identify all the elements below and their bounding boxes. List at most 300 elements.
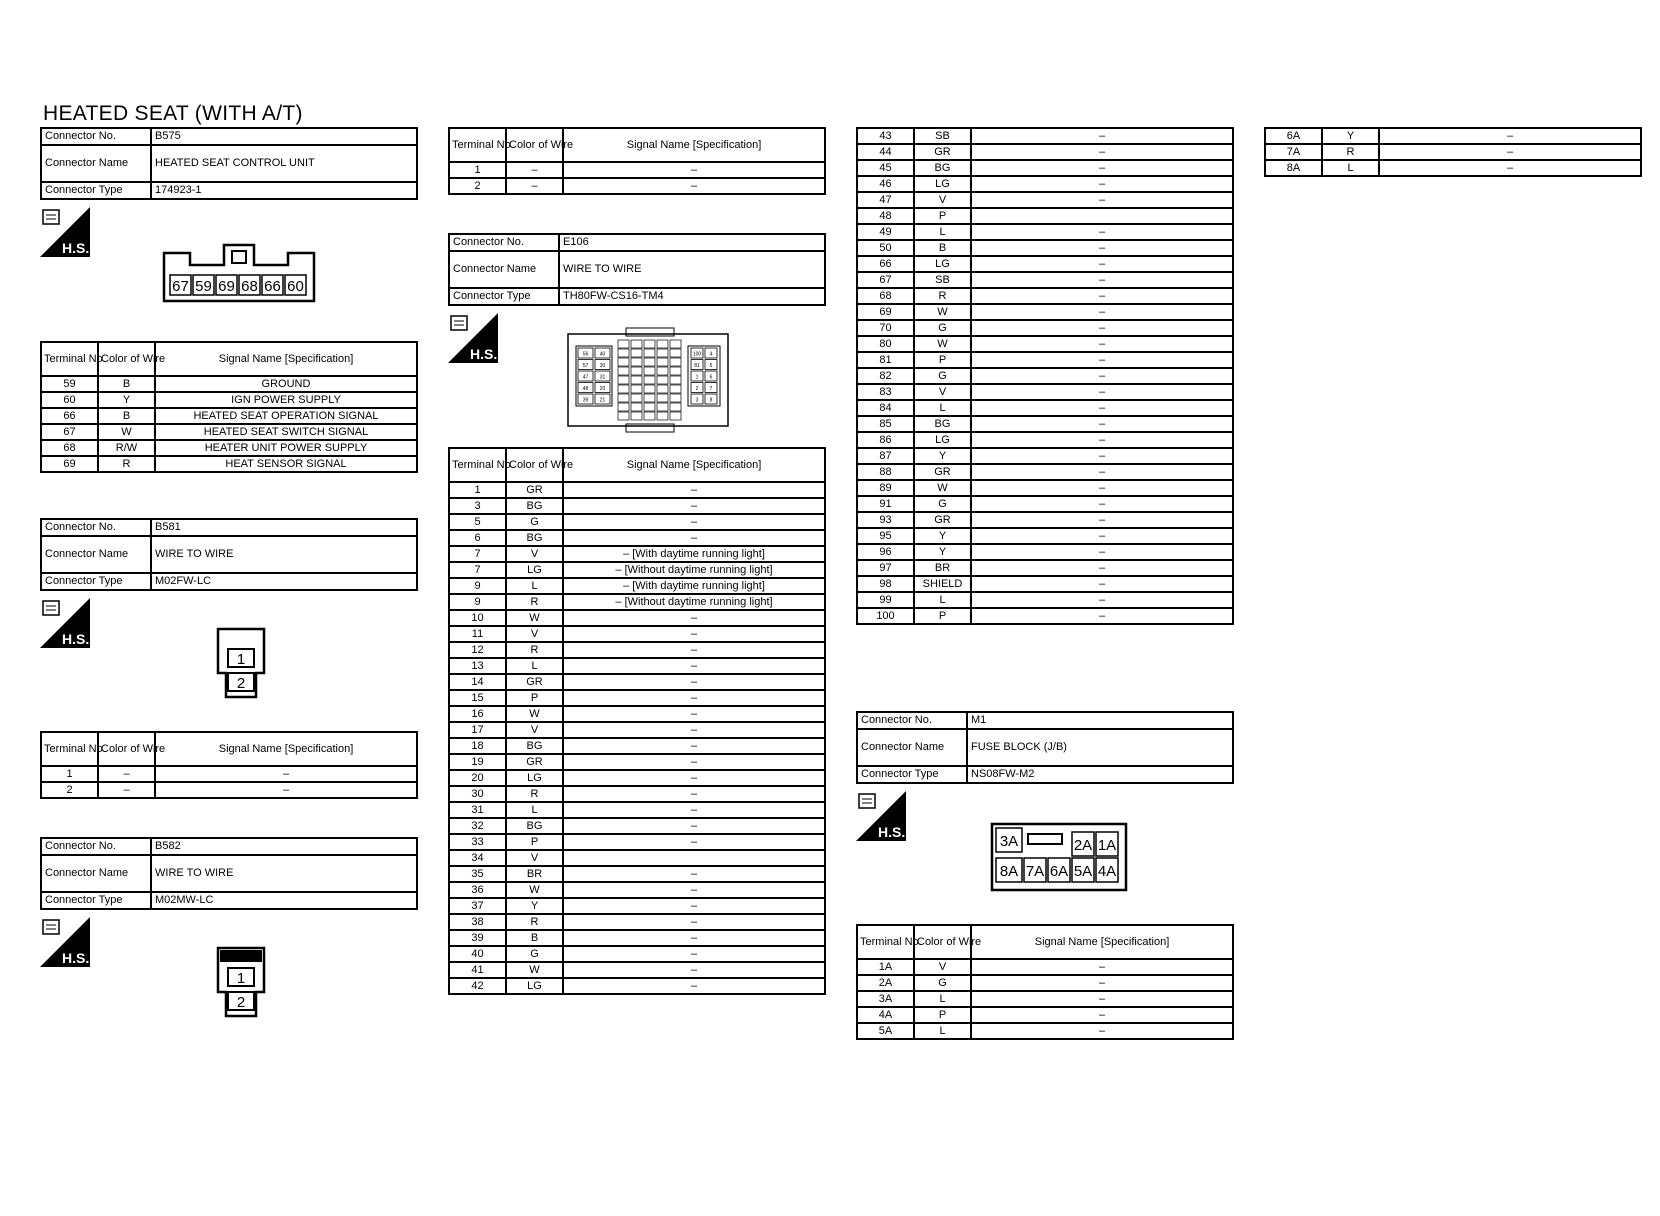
terminal-cell: 3 [449,498,506,514]
terminal-cell: 17 [449,722,506,738]
connector-b582-icon [216,946,266,1018]
wire-color-cell: L [914,592,971,608]
wire-color-cell: V [506,626,563,642]
pin-cell [631,385,642,393]
table-row [449,946,825,962]
wire-color-cell: GR [506,674,563,690]
terminal-cell: 80 [857,336,914,352]
table-row [449,882,825,898]
signal-cell: HEATED SEAT SWITCH SIGNAL [155,424,417,440]
signal-cell: – [563,754,825,770]
terminal-cell: 7A [1265,144,1322,160]
table-row [857,272,1233,288]
label-connector-no: Connector No. [41,519,151,536]
table-row [857,528,1233,544]
terminal-cell: 89 [857,480,914,496]
table-row [449,626,825,642]
signal-cell: – [155,782,417,798]
pin-cell [618,367,629,375]
header-color-of-wire: Color of Wire [506,448,563,482]
signal-cell: – [563,802,825,818]
pin-cell [618,403,629,411]
pin-cell [670,412,681,420]
terminal-cell: 99 [857,592,914,608]
terminal-cell: 59 [41,376,98,392]
pin-label: 31 [599,374,606,381]
pin-label: 68 [241,278,258,295]
signal-cell: – [971,272,1233,288]
table-row [857,975,1233,991]
signal-cell: – [563,738,825,754]
header-signal-name: Signal Name [Specification] [563,448,825,482]
hs-badge-text: H.S. [878,824,906,840]
signal-cell: – [971,128,1233,144]
terminal-cell: 66 [857,256,914,272]
wire-color-cell: R [914,288,971,304]
wire-color-cell: P [914,1007,971,1023]
wire-color-cell: GR [914,464,971,480]
wire-color-cell: L [914,224,971,240]
terminal-cell: 9 [449,578,506,594]
signal-cell: – [971,1007,1233,1023]
terminal-cell: 19 [449,754,506,770]
label-connector-name: Connector Name [41,536,151,573]
terminal-cell: 50 [857,240,914,256]
wire-color-cell: W [506,882,563,898]
terminal-cell: 12 [449,642,506,658]
signal-cell: – [971,144,1233,160]
terminal-cell: 3A [857,991,914,1007]
table-row [857,544,1233,560]
wire-color-cell: W [506,962,563,978]
terminal-cell: 5 [449,514,506,530]
terminal-cell: 96 [857,544,914,560]
wire-color-cell: G [914,320,971,336]
wire-color-cell: LG [506,978,563,994]
label-connector-type: Connector Type [41,573,151,590]
table-row [41,376,417,392]
connector-no-value: E106 [559,234,825,251]
connector-info-m1 [856,711,1234,784]
pin-cell [670,358,681,366]
pin-cell [631,403,642,411]
wire-color-cell: R [1322,144,1379,160]
terminal-cell: 93 [857,512,914,528]
signal-cell: – [971,224,1233,240]
label-connector-type: Connector Type [41,892,151,909]
terminal-cell: 70 [857,320,914,336]
page-title: HEATED SEAT (WITH A/T) [43,102,303,125]
connector-type-value: NS08FW-M2 [967,766,1233,783]
wire-color-cell: BG [914,416,971,432]
signal-cell: – [971,528,1233,544]
signal-cell: – [971,576,1233,592]
terminal-cell: 9 [449,594,506,610]
signal-cell: – [971,400,1233,416]
pin-label: 1 [695,374,699,381]
terminal-cell: 100 [857,608,914,624]
signal-cell: – [563,834,825,850]
wire-color-cell: G [506,946,563,962]
signal-cell: HEATED SEAT OPERATION SIGNAL [155,408,417,424]
pin-cell [657,367,668,375]
table-row [857,432,1233,448]
signal-cell: IGN POWER SUPPLY [155,392,417,408]
signal-cell: – [563,178,825,194]
table-row [857,160,1233,176]
pin-cell [631,394,642,402]
terminal-table-b581 [40,731,418,799]
terminal-cell: 41 [449,962,506,978]
label-connector-name: Connector Name [857,729,967,766]
terminal-cell: 2 [449,178,506,194]
label-connector-name: Connector Name [449,251,559,288]
signal-cell: – [971,512,1233,528]
wire-color-cell: GR [506,754,563,770]
pin-label: 30 [599,363,606,369]
pin-label: 7A [1025,863,1045,880]
terminal-cell: 35 [449,866,506,882]
signal-cell: – [563,962,825,978]
terminal-cell: 39 [449,930,506,946]
signal-cell: – [971,240,1233,256]
hs-badge-text: H.S. [62,950,90,966]
signal-cell: – [563,722,825,738]
wire-color-cell: L [506,658,563,674]
terminal-cell: 11 [449,626,506,642]
terminal-cell: 44 [857,144,914,160]
pin-cell [670,394,681,402]
table-row [857,512,1233,528]
pin-cell [618,358,629,366]
terminal-cell: 2A [857,975,914,991]
signal-cell: – [563,946,825,962]
signal-cell: – [563,706,825,722]
table-row [449,978,825,994]
signal-cell: – [971,959,1233,975]
table-row [857,400,1233,416]
terminal-cell: 84 [857,400,914,416]
terminal-cell: 97 [857,560,914,576]
wire-color-cell: B [98,408,155,424]
pin-label: 2 [236,675,246,692]
signal-cell: – [971,384,1233,400]
wire-color-cell: R [506,786,563,802]
pin-label: 100 [692,351,702,358]
terminal-cell: 46 [857,176,914,192]
wire-color-cell: G [506,514,563,530]
header-color-of-wire: Color of Wire [914,925,971,959]
table-row [449,866,825,882]
signal-cell: – [971,592,1233,608]
table-row [449,514,825,530]
wire-color-cell: V [914,384,971,400]
hs-badge-text: H.S. [470,346,498,362]
terminal-cell: 82 [857,368,914,384]
pin-cell [631,367,642,375]
pin-cell [618,340,629,348]
hs-badge-icon [448,313,498,363]
header-terminal-no: Terminal No. [41,342,98,376]
terminal-cell: 67 [857,272,914,288]
signal-cell: – [971,416,1233,432]
wire-color-cell: LG [914,432,971,448]
table-row [449,690,825,706]
pin-cell [644,403,655,411]
terminal-table-m1-continued [1264,127,1642,177]
table-row [857,224,1233,240]
table-row [857,576,1233,592]
pin-cell [644,358,655,366]
header-terminal-no: Terminal No. [449,128,506,162]
terminal-cell: 69 [41,456,98,472]
table-row [449,962,825,978]
terminal-cell: 2 [41,782,98,798]
signal-cell: – [563,626,825,642]
terminal-cell: 86 [857,432,914,448]
signal-cell: – [971,560,1233,576]
pin-label: 47 [582,374,589,381]
table-row [449,850,825,866]
signal-cell: – [971,991,1233,1007]
signal-cell [971,208,1233,224]
terminal-cell: 68 [41,440,98,456]
wire-color-cell: – [506,178,563,194]
wire-color-cell: Y [914,448,971,464]
wire-color-cell: R [98,456,155,472]
pin-label: 57 [582,363,589,369]
signal-cell: – [971,336,1233,352]
wire-color-cell: P [914,608,971,624]
terminal-cell: 1A [857,959,914,975]
table-row [449,674,825,690]
wire-color-cell: Y [1322,128,1379,144]
table-row [449,658,825,674]
wire-color-cell: R [506,594,563,610]
pin-label: 5A [1073,863,1093,880]
table-row [857,592,1233,608]
table-row [857,416,1233,432]
table-row [449,722,825,738]
wire-color-cell: W [914,480,971,496]
wire-color-cell: V [914,959,971,975]
pin-label: 66 [264,278,281,295]
signal-cell: – [971,352,1233,368]
connector-no-value: M1 [967,712,1233,729]
terminal-cell: 6A [1265,128,1322,144]
pin-label: 67 [172,278,189,295]
signal-cell: – [971,256,1233,272]
pin-cell [644,394,655,402]
signal-cell: – [563,642,825,658]
wire-color-cell: BG [506,498,563,514]
label-connector-type: Connector Type [449,288,559,305]
header-terminal-no: Terminal No. [449,448,506,482]
table-row [449,914,825,930]
wire-color-cell: L [1322,160,1379,176]
signal-cell: – [971,975,1233,991]
pin-label: 6A [1049,863,1069,880]
table-row [449,530,825,546]
pin-cell [670,376,681,384]
signal-cell: – [971,288,1233,304]
wire-color-cell: P [914,208,971,224]
table-row [1265,128,1641,144]
table-row [449,738,825,754]
connector-name-value: WIRE TO WIRE [559,251,825,288]
label-connector-no: Connector No. [857,712,967,729]
terminal-cell: 1 [41,766,98,782]
wire-color-cell: SB [914,272,971,288]
terminal-cell: 20 [449,770,506,786]
signal-cell: – [971,608,1233,624]
table-row [857,560,1233,576]
table-row [41,392,417,408]
header-terminal-no: Terminal No. [857,925,914,959]
terminal-cell: 6 [449,530,506,546]
table-row [857,256,1233,272]
pin-label: 48 [582,386,589,392]
signal-cell: GROUND [155,376,417,392]
wire-color-cell: R [506,642,563,658]
table-row [857,320,1233,336]
pin-cell [644,376,655,384]
table-row [1265,160,1641,176]
wire-color-cell: B [506,930,563,946]
pin-cell [618,394,629,402]
wire-color-cell: BR [914,560,971,576]
header-signal-name: Signal Name [Specification] [155,342,417,376]
header-signal-name: Signal Name [Specification] [971,925,1233,959]
signal-cell [563,850,825,866]
terminal-table-m1 [856,924,1234,1040]
table-row [449,754,825,770]
signal-cell: – [Without daytime running light] [563,594,825,610]
table-row [449,594,825,610]
table-row [857,368,1233,384]
header-color-of-wire: Color of Wire [98,732,155,766]
pin-cell [618,412,629,420]
hs-badge-icon [40,598,90,648]
hs-badge-icon [856,791,906,841]
table-row [449,562,825,578]
terminal-cell: 8A [1265,160,1322,176]
pin-cell [644,367,655,375]
table-row [857,1023,1233,1039]
signal-cell: – [971,480,1233,496]
connector-no-value: B581 [151,519,417,536]
pin-label: 6 [709,374,713,381]
header-signal-name: Signal Name [Specification] [155,732,417,766]
hs-badge-text: H.S. [62,240,90,256]
pin-label: 3 [695,397,699,404]
table-row [449,706,825,722]
terminal-table-continued [448,127,826,195]
connector-info-e106 [448,233,826,306]
signal-cell: – [1379,160,1641,176]
table-row [41,440,417,456]
table-row [449,578,825,594]
signal-cell: – [563,866,825,882]
wire-color-cell: G [914,975,971,991]
terminal-cell: 38 [449,914,506,930]
signal-cell: – [971,448,1233,464]
pin-cell [657,412,668,420]
terminal-cell: 85 [857,416,914,432]
label-connector-type: Connector Type [857,766,967,783]
table-row [857,384,1233,400]
terminal-cell: 31 [449,802,506,818]
terminal-cell: 40 [449,946,506,962]
wire-color-cell: V [506,722,563,738]
signal-cell: – [971,1023,1233,1039]
connector-type-value: TH80FW-CS16-TM4 [559,288,825,305]
wire-color-cell: – [98,782,155,798]
wire-color-cell: BG [506,818,563,834]
signal-cell: – [563,930,825,946]
table-row [41,424,417,440]
pin-cell [618,349,629,357]
table-row [857,1007,1233,1023]
pin-label: 7 [709,386,713,392]
pin-cell [657,394,668,402]
terminal-cell: 5A [857,1023,914,1039]
pin-label: 2A [1073,837,1093,854]
wire-color-cell: P [506,690,563,706]
pin-label: 2 [695,386,699,392]
wire-color-cell: L [914,1023,971,1039]
wire-color-cell: LG [506,562,563,578]
signal-cell: – [563,786,825,802]
connector-no-value: B582 [151,838,417,855]
terminal-cell: 7 [449,546,506,562]
wire-color-cell: G [914,496,971,512]
pin-label: 20 [599,386,606,392]
signal-cell: – [563,658,825,674]
wire-color-cell: P [506,834,563,850]
terminal-cell: 91 [857,496,914,512]
signal-cell: – [971,160,1233,176]
connector-type-value: M02FW-LC [151,573,417,590]
wire-color-cell: B [98,376,155,392]
table-row [449,898,825,914]
table-row [857,480,1233,496]
pin-label: 5 [709,363,713,369]
signal-cell: – [563,978,825,994]
pin-cell [657,376,668,384]
terminal-cell: 66 [41,408,98,424]
pin-cell [670,385,681,393]
terminal-cell: 1 [449,482,506,498]
pin-cell [631,412,642,420]
table-row [449,818,825,834]
pin-label: 60 [287,278,304,295]
connector-name-value: WIRE TO WIRE [151,536,417,573]
wire-color-cell: L [914,400,971,416]
table-row [857,352,1233,368]
terminal-cell: 87 [857,448,914,464]
header-signal-name: Signal Name [Specification] [563,128,825,162]
wire-color-cell: Y [914,528,971,544]
signal-cell: – [563,898,825,914]
wire-color-cell: L [914,991,971,1007]
wire-color-cell: Y [914,544,971,560]
table-row [857,496,1233,512]
terminal-cell: 18 [449,738,506,754]
signal-cell: – [With daytime running light] [563,546,825,562]
signal-cell: – [563,498,825,514]
signal-cell: – [1379,128,1641,144]
